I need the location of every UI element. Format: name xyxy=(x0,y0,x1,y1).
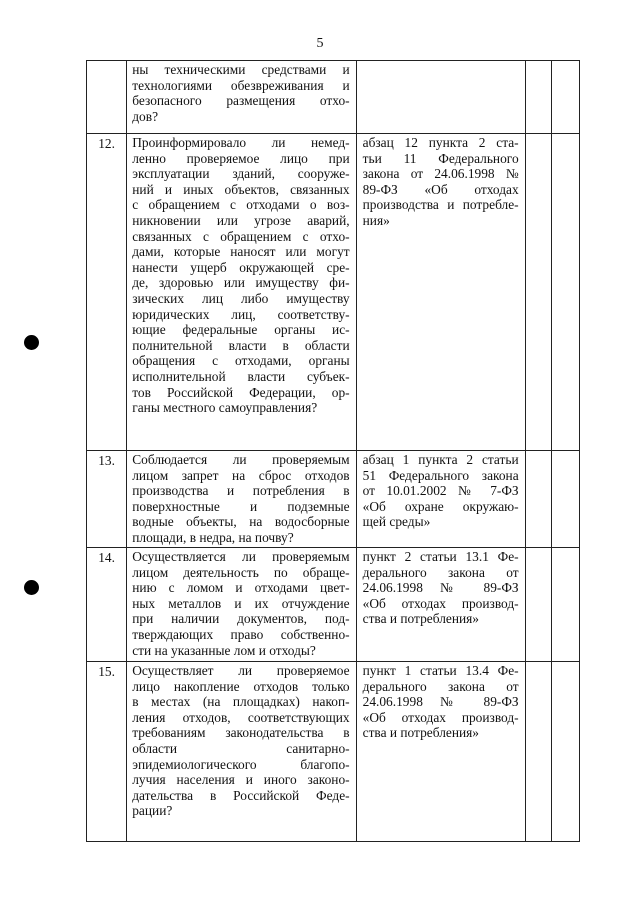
item-number: 12. xyxy=(87,134,127,451)
question-line: лучия населения и иного законо- xyxy=(132,772,350,788)
question-line: лицом деятельность по обраще- xyxy=(132,564,350,580)
table-row xyxy=(87,134,580,451)
question-line: эпидемиологического благопо- xyxy=(132,756,350,772)
question-line: поверхностные и подземные xyxy=(132,498,350,514)
question-line: водные объекты, на водосборные xyxy=(132,514,350,530)
question-line: ющие федеральные органы ис- xyxy=(132,322,350,338)
question-line: при наличии документов, под- xyxy=(132,611,350,627)
reference-line: тьи 11 Федерального xyxy=(362,150,519,166)
question-line: дами, которые наносят или могут xyxy=(132,244,350,260)
question-line: зических лиц либо имуществу xyxy=(132,290,350,306)
reference-line: от 10.01.2002 № 7-ФЗ xyxy=(362,483,519,499)
question-line: связанных с обращением с отхо- xyxy=(132,228,350,244)
page-number: 5 xyxy=(316,36,324,51)
question-line: с обращением с отходами о воз- xyxy=(132,197,350,213)
reference-line: ния» xyxy=(362,212,390,228)
reference-line: производства и потребле- xyxy=(362,197,519,213)
question-line: ных металлов и их отчуждение xyxy=(132,595,350,611)
item-number: 15. xyxy=(87,662,127,842)
requirement-question xyxy=(127,134,356,451)
question-line: полнительной власти в области xyxy=(132,337,350,353)
question-line: ны техническими средствами и xyxy=(132,62,350,77)
question-line: де, здоровью или имуществу фи- xyxy=(132,275,350,291)
requirement-question xyxy=(127,451,356,548)
reference-line: закона от 24.06.1998 № xyxy=(362,166,519,182)
reference-line: абзац 1 пункта 2 статьи xyxy=(362,452,519,467)
question-line: в местах (на площадках) накоп- xyxy=(132,694,350,710)
item-number: 13. xyxy=(87,451,127,548)
table-row xyxy=(87,548,580,662)
binder-hole-upper xyxy=(24,335,39,350)
reference-line: дерального закона от xyxy=(362,678,519,694)
question-line: лицо накопление отходов только xyxy=(132,678,350,694)
question-line: Осуществляет ли проверяемое xyxy=(132,663,350,678)
question-line: рации? xyxy=(132,803,173,819)
binder-hole-lower xyxy=(24,580,39,595)
question-line: нанести ущерб окружающей сре- xyxy=(132,259,350,275)
answer-cell-b xyxy=(551,134,579,451)
reference-line: 89-ФЗ «Об отходах xyxy=(362,181,519,197)
answer-cell-a xyxy=(525,61,551,134)
legal-reference xyxy=(356,134,525,451)
question-line: дов? xyxy=(132,108,159,124)
question-line: требованиям законодательства в xyxy=(132,725,350,741)
question-line: ления отходов, соответствующих xyxy=(132,709,350,725)
question-line: обращения с отходами, органы xyxy=(132,353,350,369)
legal-reference xyxy=(356,451,525,548)
reference-line: 24.06.1998 № 89-ФЗ xyxy=(362,580,519,596)
reference-line: пункт 1 статьи 13.4 Фе- xyxy=(362,663,519,678)
reference-line: ства и потребления» xyxy=(362,611,480,627)
question-line: никновении или угрозе аварий, xyxy=(132,212,350,228)
answer-cell-a xyxy=(525,134,551,451)
legal-reference xyxy=(356,61,525,134)
reference-line: пункт 2 статьи 13.1 Фе- xyxy=(362,549,519,564)
answer-cell-a xyxy=(525,662,551,842)
question-line: юридических лиц, соответству- xyxy=(132,306,350,322)
reference-line: 24.06.1998 № 89-ФЗ xyxy=(362,694,519,710)
question-line: производства и потребления в xyxy=(132,483,350,499)
answer-cell-a xyxy=(525,451,551,548)
question-line: сти на указанные лом и отходы? xyxy=(132,642,316,658)
checklist-table xyxy=(86,60,580,842)
legal-reference xyxy=(356,662,525,842)
table-row xyxy=(87,451,580,548)
question-line: ганы местного самоуправления? xyxy=(132,400,318,416)
reference-line: 51 Федерального закона xyxy=(362,467,519,483)
question-line: тов Российской Федерации, ор- xyxy=(132,384,350,400)
requirement-question xyxy=(127,61,356,134)
requirement-question xyxy=(127,662,356,842)
reference-line: щей среды» xyxy=(362,514,431,530)
question-line: площади, в недра, на почву? xyxy=(132,529,294,545)
question-line: безопасного размещения отхо- xyxy=(132,93,350,109)
reference-line: ства и потребления» xyxy=(362,725,480,741)
question-line: дательства в Российской Феде- xyxy=(132,787,350,803)
requirement-question xyxy=(127,548,356,662)
question-line: исполнительной власти субъек- xyxy=(132,368,350,384)
reference-line: абзац 12 пункта 2 ста- xyxy=(362,135,519,150)
answer-cell-b xyxy=(551,548,579,662)
answer-cell-b xyxy=(551,451,579,548)
question-line: эксплуатации зданий, сооруже- xyxy=(132,166,350,182)
table-row xyxy=(87,61,580,134)
reference-line: «Об отходах производ- xyxy=(362,709,519,725)
question-line: нию с ломом и отходами цвет- xyxy=(132,580,350,596)
question-line: ленно проверяемое лицо при xyxy=(132,150,350,166)
question-line: области санитарно- xyxy=(132,740,350,756)
question-line: ний и иных объектов, связанных xyxy=(132,181,350,197)
question-line: Осуществляется ли проверяемым xyxy=(132,549,350,564)
legal-reference xyxy=(356,548,525,662)
item-number xyxy=(87,61,127,134)
answer-cell-b xyxy=(551,662,579,842)
item-number: 14. xyxy=(87,548,127,662)
question-line: Проинформировало ли немед- xyxy=(132,135,350,150)
question-line: технологиями обезвреживания и xyxy=(132,77,350,93)
question-line: лицом запрет на сброс отходов xyxy=(132,467,350,483)
reference-line: «Об отходах производ- xyxy=(362,595,519,611)
answer-cell-b xyxy=(551,61,579,134)
reference-line: дерального закона от xyxy=(362,564,519,580)
answer-cell-a xyxy=(525,548,551,662)
table-row xyxy=(87,662,580,842)
reference-line: «Об охране окружаю- xyxy=(362,498,519,514)
question-line: тверждающих право собственно- xyxy=(132,626,350,642)
question-line: Соблюдается ли проверяемым xyxy=(132,452,350,467)
